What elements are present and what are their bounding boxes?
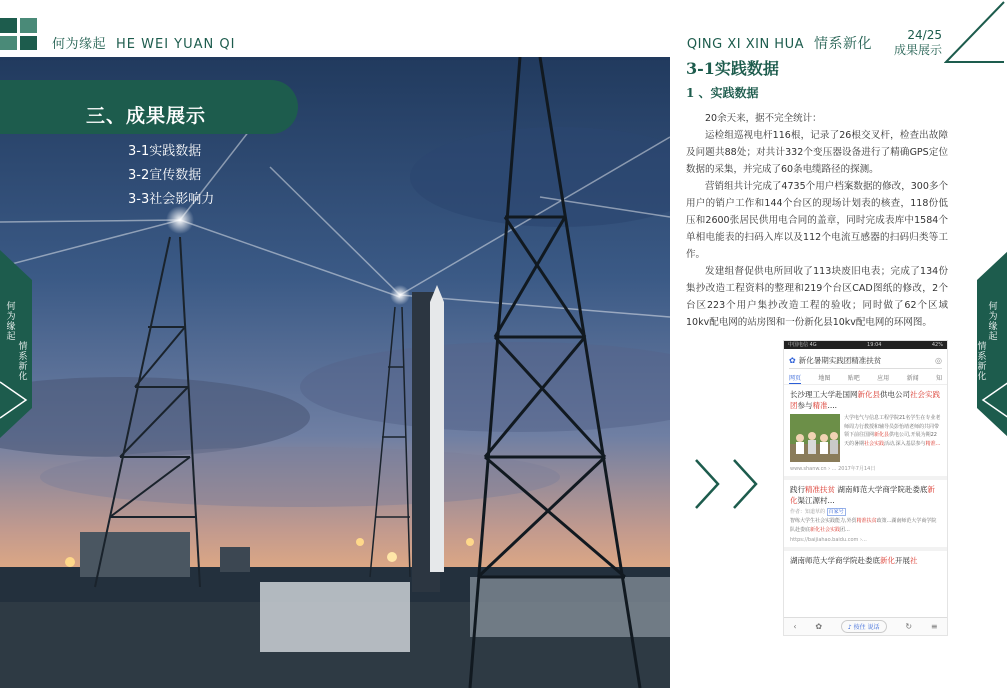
header-left bbox=[52, 33, 235, 52]
logo-squares-icon bbox=[0, 18, 38, 50]
search-query: 新化暑期实践团精准扶贫 bbox=[798, 356, 882, 365]
section-toc bbox=[128, 140, 214, 212]
header-right bbox=[687, 33, 872, 53]
back-icon[interactable]: ‹ bbox=[793, 622, 797, 631]
page-number: 24/25 bbox=[907, 28, 942, 42]
phone-bottom-bar bbox=[784, 617, 947, 635]
corner-bracket-icon bbox=[944, 0, 1007, 65]
content-subheading: 1 、实践数据 bbox=[686, 86, 759, 100]
paragraph-inspection: 运检组巡视电杆116根，记录了26根交叉杆，检查出故障及问题共88处；对共计332个变压器设备进行了精确GPS定位数据的采集，并完成了60条电缆路径的探测。 bbox=[686, 130, 948, 175]
result-source: https://baijiahao.baidu.com ›... bbox=[790, 537, 867, 543]
result-title[interactable]: 湖南师范大学商学院赴娄底新化开展社 bbox=[790, 556, 918, 565]
result-snippet: 智练大学生社会实践能力,外贸精准扶贫政策...湖南师范大学商学院队赴娄底新化社会实践团... bbox=[790, 518, 937, 533]
side-tab-right-col1: 何为缘起 bbox=[988, 302, 998, 342]
content-heading: 3-1实践数据 bbox=[686, 59, 779, 78]
header-right-en: QING XI XIN HUA bbox=[686, 37, 804, 52]
tab-news[interactable]: 新闻 bbox=[906, 375, 919, 382]
side-tab-right-col2: 情系新化 bbox=[977, 342, 987, 382]
page-section-label: 成果展示 bbox=[893, 43, 942, 57]
baijiahao-badge: 百家号 bbox=[828, 509, 844, 515]
toc-item-social-impact[interactable]: 3-3社会影响力 bbox=[128, 192, 215, 207]
paragraph-intro: 20余天来，据不完全统计： bbox=[705, 113, 822, 124]
result-snippet: 大学电气与信息工程学院21名学生在专业老师周力行教授和辅导员彭怡靖老师的共同带领下前往国网新化县供电公司,开展为期22天的暑期社会实践活动,深入基层参与精准... bbox=[844, 415, 941, 447]
result-title[interactable]: 践行精准扶贫 湖南师范大学商学院赴娄底新化渠江源村... bbox=[790, 485, 935, 505]
side-tab-left[interactable] bbox=[0, 250, 32, 438]
search-result[interactable] bbox=[784, 480, 947, 551]
result-title[interactable]: 长沙理工大学赴国网新化县供电公司社会实践团参与精准.... bbox=[790, 390, 940, 410]
header-left-en: HE WEI YUAN QI bbox=[116, 37, 236, 52]
paw-icon: ✿ bbox=[789, 356, 796, 365]
status-battery: 42% bbox=[931, 342, 943, 348]
status-time: 19:04 bbox=[867, 342, 882, 348]
refresh-icon[interactable]: ↻ bbox=[905, 622, 913, 631]
toc-item-publicity-data[interactable]: 3-2宣传数据 bbox=[128, 168, 202, 183]
result-source: www.shanw.cn › ... 2017年7月14日 bbox=[790, 466, 876, 472]
phone-search-bar[interactable] bbox=[789, 353, 942, 369]
result-thumbnail bbox=[790, 414, 840, 462]
phone-screenshot bbox=[783, 340, 948, 636]
section-title: 三、成果展示 bbox=[86, 105, 207, 127]
header-left-cn: 何为缘起 bbox=[52, 37, 107, 52]
phone-tabs bbox=[784, 373, 947, 385]
content-body bbox=[686, 110, 948, 331]
header-right-cn: 情系新化 bbox=[814, 36, 872, 52]
camera-icon[interactable]: ◎ bbox=[935, 356, 942, 365]
result-meta: 作者：知道草的 百家号 bbox=[790, 509, 844, 515]
tab-apps[interactable]: 应用 bbox=[877, 375, 890, 382]
phone-status-bar bbox=[784, 341, 947, 349]
search-result[interactable] bbox=[784, 385, 947, 480]
tab-zhidao[interactable]: 知 bbox=[935, 375, 942, 382]
paw-icon[interactable]: ✿ bbox=[815, 622, 823, 631]
mic-icon: ♪ bbox=[847, 624, 852, 631]
side-tab-left-col1: 何为缘起 bbox=[6, 302, 16, 342]
page-number-block bbox=[870, 28, 942, 58]
tab-map[interactable]: 地图 bbox=[818, 375, 831, 382]
paragraph-development: 发建组督促供电所回收了113块废旧电表；完成了134份集抄改造工程资料的整理和219个台区CAD图纸的修改，2个台区223个用户集抄改造工程的验收；同时做了62个区域10kv配电网的站房图和一份新化县10kv配电网的环网图。 bbox=[686, 266, 948, 328]
launch-tower-photo bbox=[0, 57, 670, 688]
tab-web[interactable]: 网页 bbox=[789, 375, 802, 382]
search-result[interactable] bbox=[784, 551, 947, 570]
double-chevron-right-icon bbox=[694, 458, 760, 510]
voice-button[interactable]: ♪ 按住 说话 bbox=[841, 620, 887, 633]
tab-tieba[interactable]: 贴吧 bbox=[847, 375, 860, 382]
paragraph-marketing: 营销组共计完成了4735个用户档案数据的修改，300多个用户的销户工作和144个台区的现场计划表的核查，118份低压和2600张居民供用电合同的盖章，同时完成表库中1584个单相电能表的扫码入库以及112个电流互感器的扫码归类等工作。 bbox=[686, 181, 948, 260]
toc-item-practice-data[interactable]: 3-1实践数据 bbox=[128, 144, 202, 159]
status-carrier: 中国电信 4G bbox=[788, 342, 817, 348]
side-tab-right[interactable] bbox=[977, 250, 1007, 438]
menu-icon[interactable]: ≡ bbox=[930, 622, 938, 631]
side-tab-left-col2: 情系新化 bbox=[18, 342, 28, 382]
